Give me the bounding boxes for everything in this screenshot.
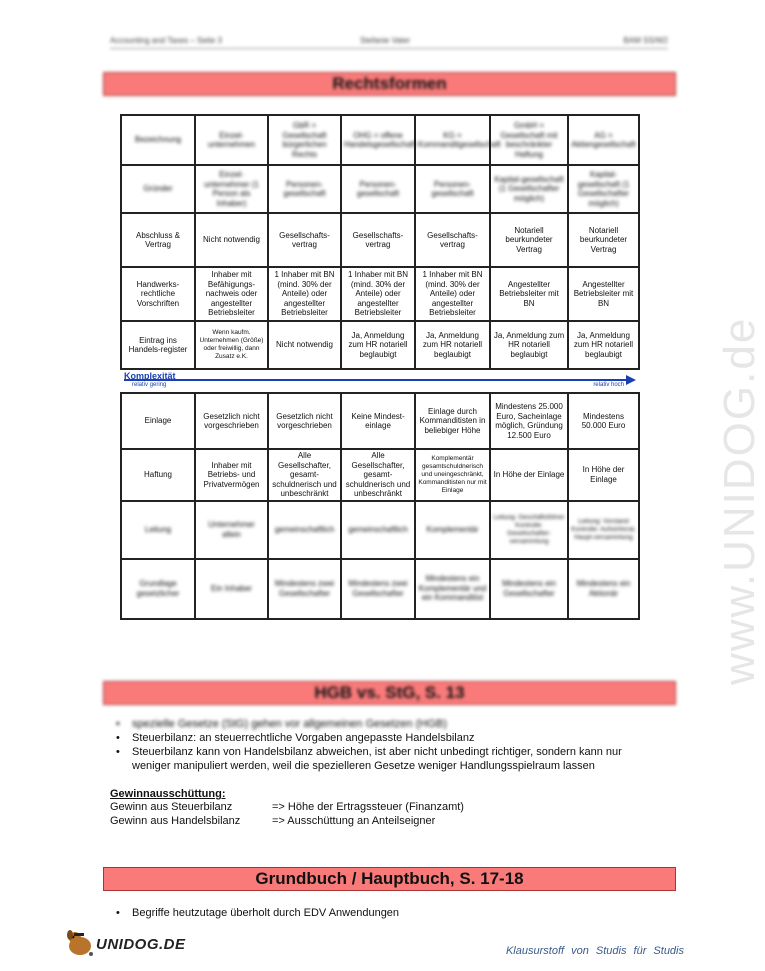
table-cell: gemeinschaftlich [268, 501, 341, 559]
table-cell: GmbH = Gesellschaft mit beschränkter Haftung [490, 115, 568, 165]
table-cell: 1 Inhaber mit BN (mind. 30% der Anteile) oder angestellter Betriebsleiter [341, 267, 415, 321]
table-cell: Gesetzlich nicht vorgeschrieben [195, 393, 268, 449]
table-cell: Kapital-gesellschaft (1 Gesellschafter möglich) [568, 165, 639, 213]
dog-icon [64, 928, 96, 958]
list-item: • Begriffe heutzutage überholt durch EDV Anwendungen [112, 906, 662, 920]
table-cell: Einzel-unternehmer (1 Person als Inhaber) [195, 165, 268, 213]
table-cell: Gesetzlich nicht vorgeschrieben [268, 393, 341, 449]
table-cell: Mindestens zwei Gesellschafter [268, 559, 341, 619]
table-cell: Ja, Anmeldung zum HR notariell beglaubigt [490, 321, 568, 369]
table-cell: GbR = Gesellschaft bürgerlichen Rechts [268, 115, 341, 165]
table-cell: Gesellschafts-vertrag [415, 213, 490, 267]
table-cell: Einzel-unternehmen [195, 115, 268, 165]
table-cell: 1 Inhaber mit BN (mind. 30% der Anteile) oder angestellter Betriebsleiter [268, 267, 341, 321]
komplexitaet-label: Komplexität [124, 371, 176, 381]
table-cell: Ja, Anmeldung zum HR notariell beglaubigt [415, 321, 490, 369]
table-row-grundlage [121, 559, 639, 619]
table-cell: Wenn kaufm. Unternehmen (Größe) oder freiwillig, dann Zusatz e.K. [195, 321, 268, 369]
komplexitaet-high: relativ hoch [593, 382, 624, 388]
section-title-grundbuch: Grundbuch / Hauptbuch, S. 17-18 [103, 867, 676, 891]
header-author: Stefanie Vater [360, 36, 411, 45]
table-row-einlage [121, 393, 639, 449]
table-cell: Nicht notwendig [268, 321, 341, 369]
section-title-rechtsformen: Rechtsformen [103, 72, 676, 96]
header-term: BAM SS/W2 [623, 36, 668, 45]
table-cell: Unternehmer allein [195, 501, 268, 559]
table-cell: Einlage durch Kommanditisten in beliebiger Höhe [415, 393, 490, 449]
table-cell: Ein Inhaber [195, 559, 268, 619]
unidog-logo [64, 928, 194, 958]
table-cell: Komplementär gesamtschuldnerisch und uneingeschränkt, Kommanditisten nur mit Einlage [415, 449, 490, 501]
table-cell: Mindestens ein Gesellschafter [490, 559, 568, 619]
komplexitaet-low: relativ gering [132, 382, 167, 388]
table-cell: Notariell beurkundeter Vertrag [490, 213, 568, 267]
table-cell: Gesellschafts-vertrag [341, 213, 415, 267]
table-cell: 1 Inhaber mit BN (mind. 30% der Anteile) oder angestellter Betriebsleiter [415, 267, 490, 321]
section-title-hgb-stg: HGB vs. StG, S. 13 [103, 681, 676, 705]
table-cell: Mindestens 50.000 Euro [568, 393, 639, 449]
table-cell: Inhaber mit Betriebs- und Privatvermögen [195, 449, 268, 501]
gewinnausschuettung-heading: Gewinnausschüttung: [110, 788, 226, 800]
table-row-eintrag [121, 321, 639, 369]
table-cell: Angestellter Betriebsleiter mit BN [490, 267, 568, 321]
table-cell: Leitung: Geschäftsführer Kontrolle: Gesellschafter-versammlung [490, 501, 568, 559]
table-cell: Bezeichnung [121, 115, 195, 165]
table-cell: Kapital-gesellschaft (1 Gesellschafter möglich) [490, 165, 568, 213]
komplexitaet-arrow [120, 369, 638, 392]
table-cell: Eintrag ins Handels-register [121, 321, 195, 369]
gewinn-row-right: => Höhe der Ertragssteuer (Finanzamt) [272, 801, 464, 813]
table-cell: Mindestens ein Komplementär und ein Kommanditist [415, 559, 490, 619]
table-row-gruendung [121, 165, 639, 213]
table-cell: Inhaber mit Befähigungs-nachweis oder angestellter Betriebsleiter [195, 267, 268, 321]
table-row-haftung [121, 449, 639, 501]
table-cell: Alle Gesellschafter, gesamt-schuldnerisch und unbeschränkt [268, 449, 341, 501]
table-cell: Leitung [121, 501, 195, 559]
rechtsformen-table-lower [120, 392, 640, 620]
table-cell: In Höhe der Einlage [568, 449, 639, 501]
table-cell: Alle Gesellschafter, gesamt-schuldnerisch und unbeschränkt [341, 449, 415, 501]
table-cell: KG = Kommanditgesellschaft [415, 115, 490, 165]
table-cell: Einlage [121, 393, 195, 449]
list-item: • spezielle Gesetze (StG) gehen vor allgemeinen Gesetzen (HGB) [112, 717, 662, 731]
table-cell: Komplementär [415, 501, 490, 559]
table-cell: Angestellter Betriebsleiter mit BN [568, 267, 639, 321]
footer-tagline: Klausurstoff von Studis für Studis [505, 945, 684, 957]
table-cell: Mindestens ein Aktionär [568, 559, 639, 619]
table-cell: Abschluss & Vertrag [121, 213, 195, 267]
list-item: • Steuerbilanz kann von Handelsbilanz abweichen, ist aber nicht unbedingt richtiger, sondern kann nur weniger manipuliert werden, weil die spezielleren Gesetze weniger Handlungsspielraum lassen [112, 745, 662, 773]
table-cell: Haftung [121, 449, 195, 501]
table-cell: AG = Aktiengesellschaft [568, 115, 639, 165]
table-row-vertrag [121, 213, 639, 267]
table-cell: Ja, Anmeldung zum HR notariell beglaubigt [568, 321, 639, 369]
watermark: www.UNIDOG.de [715, 316, 764, 685]
hgb-bullet-list [112, 717, 662, 773]
table-cell: OHG = offene Handelsgesellschaft [341, 115, 415, 165]
komplexitaet-bar [120, 369, 638, 392]
gewinn-row-left: Gewinn aus Handelsbilanz [110, 815, 241, 827]
table-cell: Leitung: Vorstand Kontrolle: Aufsichtsrat, Haupt-versammlung [568, 501, 639, 559]
table-cell: Nicht notwendig [195, 213, 268, 267]
table-cell: Keine Mindest-einlage [341, 393, 415, 449]
header-course: Accounting and Taxes – Seite 3 [110, 36, 222, 45]
gewinn-row-right: => Ausschüttung an Anteilseigner [272, 815, 436, 827]
table-cell: gemeinschaftlich [341, 501, 415, 559]
table-cell: Personen-gesellschaft [415, 165, 490, 213]
table-cell: Grundlage gesetzlicher [121, 559, 195, 619]
table-cell: Gesellschafts-vertrag [268, 213, 341, 267]
table-cell: Handwerks-rechtliche Vorschriften [121, 267, 195, 321]
page-header [110, 34, 668, 49]
table-cell: In Höhe der Einlage [490, 449, 568, 501]
logo-text: UNIDOG.DE [96, 936, 186, 953]
table-cell: Notariell beurkundeter Vertrag [568, 213, 639, 267]
table-row-leitung [121, 501, 639, 559]
table-cell: Personen-gesellschaft [268, 165, 341, 213]
table-cell: Gründer [121, 165, 195, 213]
list-item: • Steuerbilanz: an steuerrechtliche Vorgaben angepasste Handelsbilanz [112, 731, 662, 745]
gewinn-row-left: Gewinn aus Steuerbilanz [110, 801, 233, 813]
table-cell: Mindestens zwei Gesellschafter [341, 559, 415, 619]
rechtsformen-table [120, 114, 640, 370]
table-cell: Ja, Anmeldung zum HR notariell beglaubigt [341, 321, 415, 369]
table-row-handwerk [121, 267, 639, 321]
table-cell: Mindestens 25.000 Euro, Sacheinlage möglich, Gründung 12.500 Euro [490, 393, 568, 449]
table-row-header [121, 115, 639, 165]
grundbuch-bullet-list [112, 906, 662, 920]
table-cell: Personen-gesellschaft [341, 165, 415, 213]
